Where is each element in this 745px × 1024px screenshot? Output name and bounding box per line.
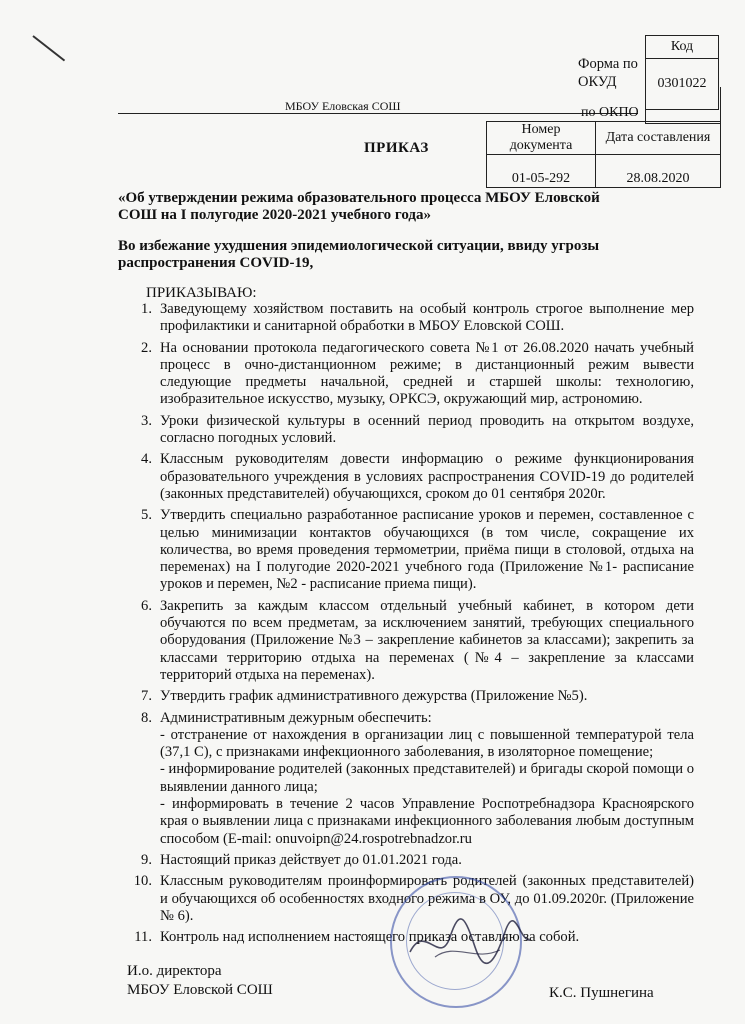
signatory-position-line1: И.о. директора [127,963,222,979]
organization-name: МБОУ Еловская СОШ [285,99,401,113]
code-header: Код [646,36,719,59]
doc-date-header: Дата составления [596,122,721,155]
signatory-position [127,962,273,1000]
list-item: 10. Классным руководителям проинформировать родителей (законных представителей) и обучающихся об особенностях входного режима в ОУ, до 01.09.2020г. (Приложение № 6). [133,873,694,924]
list-item: 11. Контроль над исполнением настоящего приказа оставляю за собой. [134,929,580,946]
item-8-sub: - информировать в течение 2 часов Управление Роспотребнадзора Красноярского края о выявлении лица с признаками инфекционного заболевания любым доступным способом (E-mail: onuvoipn@24.rospotrebnadzor.ru [160,796,694,847]
item-8-sub: - отстранение от нахождения в организации лиц с повышенной температурой тела (37,1 С), с признаками инфекционного заболевания, в изоляторное помещение; [160,726,694,761]
list-item: 3. Уроки физической культуры в осенний период проводить на открытом воздухе, согласно погодных условий. [141,412,694,447]
doc-number: 01-05-292 [487,155,596,188]
item-8-lead: Административным дежурным обеспечить: [160,709,432,726]
signatory-position-line2: МБОУ Еловской СОШ [127,982,273,998]
scan-artifact-line [32,35,65,61]
okud-code: 0301022 [646,59,719,110]
list-item: 2. На основании протокола педагогического совета №1 от 26.08.2020 начать учебный процесс в очно-дистанционном режиме; в дистанционный режим вывести следующие предметы начальной, средней и старшей школы: технологию, изобразительное искусство, музыку, ОРКСЭ, окружающий мир, астрономию. [141,339,694,408]
okpo-box [645,87,721,124]
item-8-sub: - информирование родителей (законных представителей) и бригады скорой помощи о выявлении данного лица; [160,761,694,795]
list-item: 1. Заведующему хозяйством поставить на особый контроль строгое выполнение мер профилактики и санитарной обработки в МБОУ Еловской СОШ. [141,301,694,335]
list-item: 4. Классным руководителям довести информацию о режиме функционирования образовательного учреждения в условиях распространения COVID-19 до родителей (законных представителей) обучающихся, сроком до 01 сентября 2020г. [141,451,694,502]
signatory-name: К.С. Пушнегина [549,985,654,1001]
list-item: 8. Административным дежурным обеспечить: - отстранение от нахождения в организации лиц с повышенной температурой тела (37,1 С), с признаками инфекционного заболевания, в изоляторное помещение; - информирование родителей (законных представителей) и бригады скорой помощи о выявлении данного лица; - информировать в течение 2 часов Управление Роспотребнадзора Красноярского края о выявлении лица с признаками инфекционного заболевания любым доступным способом (E-mail: onuvoipn@24.rospotrebnadzor.ru [141,709,694,847]
order-items-list [114,301,694,950]
item-8-body [160,710,694,848]
order-preamble: Во избежание ухудшения эпидемиологической ситуации, ввиду угрозы распространения COVID-19, [118,238,600,271]
list-item: 9. Настоящий приказ действует до 01.01.2021 года. [141,851,462,868]
list-item: 7. Утвердить график административного дежурства (Приложение №5). [141,688,588,705]
list-item: 6. Закрепить за каждым классом отдельный учебный кабинет, в котором дети обучаются по всем предметам, за исключением занятий, требующих специального оборудования (Приложение №3 – закрепление кабинетов за классами); закрепить за классами территорию отдыха на переменах (№4 – закрепление за классами территорий отдыха на переменах). [141,597,694,683]
doc-number-header: Номер документа [487,122,596,155]
list-item: 5. Утвердить специально разработанное расписание уроков и перемен, составленное с целью минимизации контактов обучающихся (в том числе, сокращение их количества, во время проведения термометрии, приёма пищи в столовой, отдыха на переменах) на I полугодие 2020-2021 учебного года (Приложение №1- расписание уроков и перемен, №2 - расписание приема пищи). [141,507,694,593]
document-info-table [486,121,721,188]
document-title: ПРИКАЗ [364,140,429,156]
handwritten-signature [405,912,535,972]
orders-heading: ПРИКАЗЫВАЮ: [146,285,257,301]
order-subject: «Об утверждении режима образовательного процесса МБОУ Еловской СОШ на I полугодие 2020-2021 учебного года» [118,190,600,223]
okpo-label: по ОКПО [581,105,639,120]
okud-label: Форма по ОКУД [578,56,638,90]
doc-date: 28.08.2020 [596,155,721,188]
